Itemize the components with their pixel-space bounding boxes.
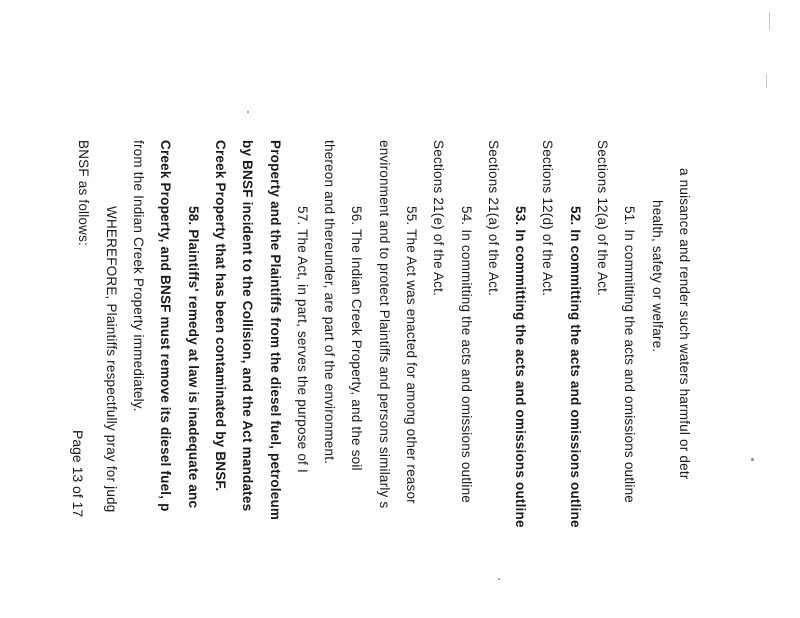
text-line: 58. Plaintiffs' remedy at law is inadequate anc <box>186 206 201 509</box>
text-line: Sections 21(a) of the Act. <box>486 140 501 297</box>
text-line: Creek Property, and BNSF must remove its diesel fuel, p <box>158 140 173 512</box>
text-line: from the Indian Creek Property immediately. <box>131 140 146 412</box>
text-line: Sections 21(e) of the Act. <box>431 140 446 297</box>
text-line: WHEREFORE, Plaintiffs respectfully pray for judg <box>104 206 119 513</box>
text-line: by BNSF incident to the Collision, and the Act mandates <box>240 140 255 512</box>
text-line: health, safety or welfare. <box>650 200 665 353</box>
text-line: Creek Property that has been contaminated by BNSF. <box>213 140 228 492</box>
text-line: BNSF as follows: <box>76 140 91 246</box>
text-line: 55. The Act was enacted for among other reasor <box>404 206 419 504</box>
page-number: Page 13 of 17 <box>70 430 86 518</box>
text-line: 51. In committing the acts and omissions outline <box>622 206 637 503</box>
scan-speck <box>498 578 500 580</box>
text-line: 57. The Act, in part, serves the purpose of I <box>295 206 310 473</box>
text-line: Sections 12(d) of the Act. <box>540 140 555 297</box>
text-line: 52. In committing the acts and omissions outline <box>568 206 583 528</box>
text-line: environment and to protect Plaintiffs and persons similarly s <box>377 140 392 509</box>
text-line: 53. In committing the acts and omissions outline <box>513 206 528 528</box>
text-line: 54. In committing the acts and omissions outline <box>459 206 474 503</box>
text-line: Property and the Plaintiffs from the diesel fuel, petroleum <box>268 140 283 521</box>
text-line: a nuisance and render such waters harmful or detr <box>677 168 692 480</box>
scan-speck <box>751 458 754 461</box>
scan-edge-mark <box>766 74 767 88</box>
scan-speck <box>247 111 249 113</box>
text-line: thereon and thereunder, are part of the environment. <box>322 140 337 465</box>
text-line: 56. The Indian Creek Property, and the soil <box>349 206 364 471</box>
scan-edge-mark <box>769 12 770 30</box>
text-line: Sections 12(a) of the Act. <box>595 140 610 297</box>
